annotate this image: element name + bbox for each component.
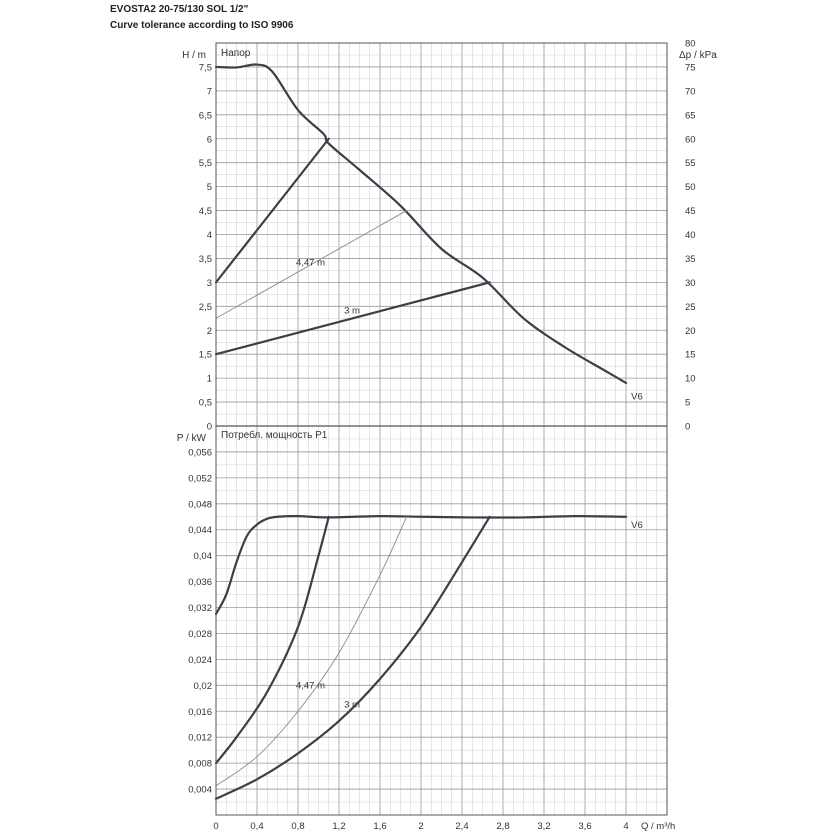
y-tick-label-power: 0,024 — [188, 654, 212, 666]
y-tick-label-head: 0,5 — [198, 397, 212, 409]
y-axis-label-head: H / m — [182, 50, 206, 61]
y-tick-label-head: 4,5 — [198, 206, 212, 218]
y-tick-label-head: 7,5 — [198, 62, 212, 74]
x-tick-label: 1,2 — [332, 821, 346, 832]
y-tick-label-power: 0,028 — [188, 628, 212, 640]
x-tick-label: 2 — [418, 821, 424, 832]
x-tick-label: 0,4 — [250, 821, 264, 832]
y2-tick-label-head: 65 — [685, 110, 696, 122]
y2-tick-label-head: 35 — [685, 253, 696, 265]
y-tick-label-head: 1,5 — [198, 349, 212, 361]
y-tick-label-head: 2,5 — [198, 301, 212, 313]
x-axis-label: Q / m³/h — [641, 821, 676, 832]
panel-title-power: Потребл. мощность P1 — [221, 430, 328, 441]
y2-tick-label-head: 5 — [685, 397, 691, 409]
y-tick-label-power: 0,016 — [188, 706, 212, 718]
x-tick-label: 0,8 — [291, 821, 305, 832]
series-label-3m-power: 3 m — [344, 699, 360, 711]
y-axis-label-power: P / kW — [176, 433, 206, 444]
y-tick-label-power: 0,044 — [188, 525, 212, 537]
y-tick-label-head: 1 — [206, 373, 212, 385]
y-tick-label-head: 3 — [206, 277, 212, 289]
y2-axis-label-head: Δp / kPa — [679, 50, 717, 61]
y-tick-label-power: 0,056 — [188, 447, 212, 459]
y-tick-label-head: 0 — [206, 421, 212, 433]
series-label-v6-power: V6 — [631, 519, 643, 531]
y2-tick-label-head: 55 — [685, 158, 696, 170]
y2-tick-label-head: 30 — [685, 277, 696, 289]
y-tick-label-head: 7 — [206, 86, 212, 98]
chart-model-title: EVOSTA2 20-75/130 SOL 1/2" — [110, 4, 249, 15]
x-tick-label: 2,8 — [496, 821, 510, 832]
y2-tick-label-head: 50 — [685, 182, 696, 194]
panel-title-head: Напор — [221, 48, 251, 59]
y-tick-label-head: 2 — [206, 325, 212, 337]
y-tick-label-head: 4 — [206, 230, 212, 241]
y2-tick-label-head: 60 — [685, 134, 696, 146]
y2-tick-label-head: 15 — [685, 349, 696, 361]
y-tick-label-head: 5 — [206, 182, 212, 194]
y-tick-label-power: 0,02 — [193, 680, 212, 692]
x-tick-label: 3,2 — [537, 821, 551, 832]
series-label-447-power: 4,47 m — [295, 680, 325, 692]
series-power-4-47-m-2 — [216, 517, 407, 786]
y-tick-label-power: 0,008 — [188, 758, 212, 770]
series-label-3m-head: 3 m — [344, 305, 360, 317]
y-tick-label-power: 0,036 — [188, 577, 212, 589]
y2-tick-label-head: 70 — [685, 86, 696, 98]
y2-tick-label-head: 40 — [685, 230, 696, 241]
x-tick-label: 0 — [213, 821, 219, 832]
y-tick-label-power: 0,004 — [188, 784, 212, 796]
y-tick-label-power: 0,048 — [188, 499, 212, 511]
y-tick-label-head: 3,5 — [198, 253, 212, 265]
y-tick-label-power: 0,04 — [193, 551, 212, 563]
y-tick-label-power: 0,052 — [188, 473, 212, 485]
y-tick-label-head: 6 — [206, 134, 212, 146]
series-label-447-head: 4,47 m — [295, 257, 325, 269]
y-tick-label-head: 5,5 — [198, 158, 212, 170]
y-tick-label-head: 6,5 — [198, 110, 212, 122]
x-tick-label: 2,4 — [455, 821, 469, 832]
y-tick-label-power: 0,012 — [188, 732, 212, 744]
y-tick-label-power: 0,032 — [188, 603, 212, 615]
x-tick-label: 3,6 — [578, 821, 592, 832]
y2-tick-label-head: 0 — [685, 421, 691, 433]
x-tick-label: 4 — [623, 821, 629, 832]
grid-layer — [216, 43, 667, 815]
y2-tick-label-head: 75 — [685, 62, 696, 74]
y2-tick-label-head: 80 — [685, 38, 696, 50]
series-label-v6-head: V6 — [631, 391, 643, 403]
y2-tick-label-head: 20 — [685, 325, 696, 337]
series-power-max-limit-1 — [216, 517, 329, 763]
y2-tick-label-head: 10 — [685, 373, 696, 385]
y2-tick-label-head: 25 — [685, 301, 696, 313]
x-tick-label: 1,6 — [373, 821, 387, 832]
y2-tick-label-head: 45 — [685, 206, 696, 218]
chart-tolerance-note: Curve tolerance according to ISO 9906 — [110, 20, 294, 31]
